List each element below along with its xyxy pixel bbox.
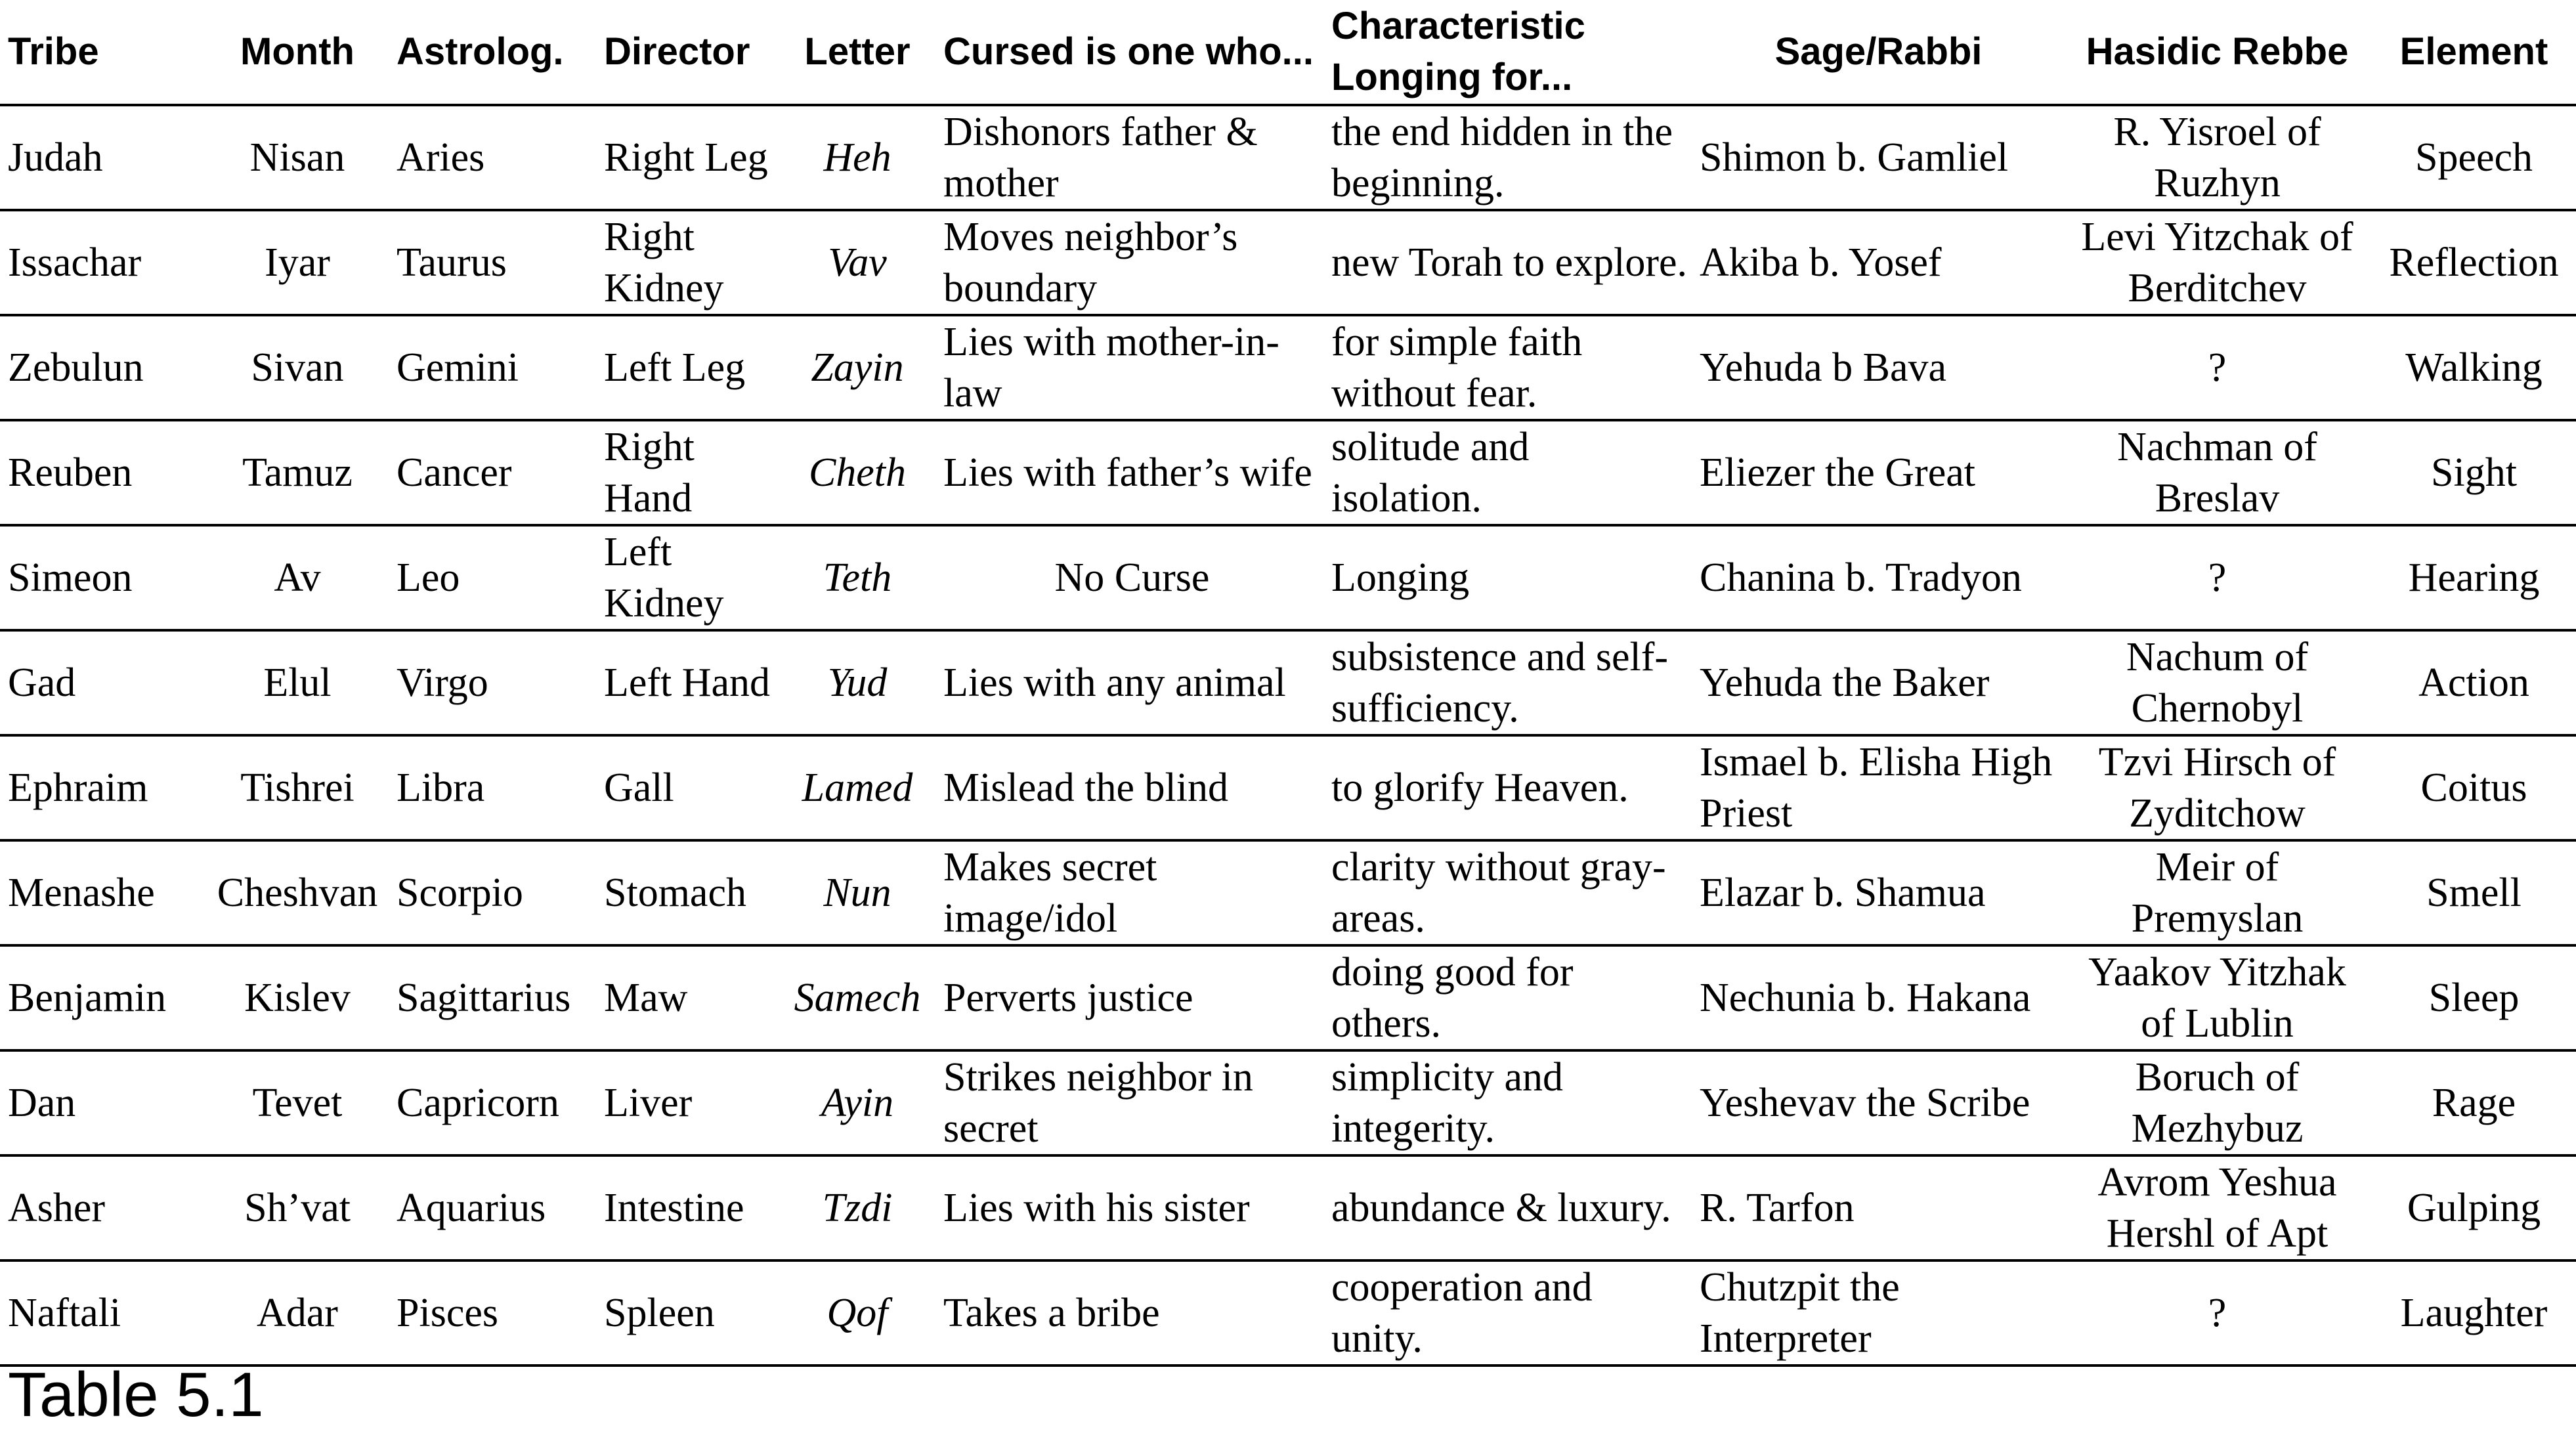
cell-characteristic: doing good for others. <box>1326 945 1694 1050</box>
cell-cursed: Mislead the blind <box>938 735 1326 840</box>
cell-cursed: Lies with any animal <box>938 630 1326 735</box>
cell-tribe: Judah <box>0 105 204 210</box>
cell-rebbe: Nachum of Chernobyl <box>2063 630 2372 735</box>
cell-sage: Elazar b. Shamua <box>1694 840 2063 945</box>
cell-characteristic: the end hidden in the beginning. <box>1326 105 1694 210</box>
cell-cursed: Lies with his sister <box>938 1155 1326 1260</box>
cell-sage: Akiba b. Yosef <box>1694 210 2063 315</box>
cell-letter: Cheth <box>777 420 938 525</box>
cell-sage: Shimon b. Gamliel <box>1694 105 2063 210</box>
cell-director: Maw <box>599 945 777 1050</box>
header-characteristic <box>1326 0 1694 105</box>
cell-cursed: Moves neighbor’s boundary <box>938 210 1326 315</box>
cell-element: Sight <box>2372 420 2576 525</box>
cell-month: Nisan <box>204 105 391 210</box>
table-row <box>0 630 2576 735</box>
cell-characteristic: for simple faith without fear. <box>1326 315 1694 420</box>
cell-element: Coitus <box>2372 735 2576 840</box>
cell-month: Elul <box>204 630 391 735</box>
cell-element: Action <box>2372 630 2576 735</box>
header-astrology: Astrolog. <box>391 0 599 105</box>
cell-element: Hearing <box>2372 525 2576 630</box>
cell-rebbe: R. Yisroel of Ruzhyn <box>2063 105 2372 210</box>
cell-letter: Heh <box>777 105 938 210</box>
cell-rebbe: Yaakov Yitzhak of Lublin <box>2063 945 2372 1050</box>
cell-astrology: Leo <box>391 525 599 630</box>
cell-astrology: Taurus <box>391 210 599 315</box>
cell-astrology: Capricorn <box>391 1050 599 1155</box>
cell-cursed: Lies with mother-in-law <box>938 315 1326 420</box>
cell-director: Right Hand <box>599 420 777 525</box>
cell-characteristic: Longing <box>1326 525 1694 630</box>
cell-cursed: Perverts justice <box>938 945 1326 1050</box>
cell-letter: Teth <box>777 525 938 630</box>
cell-rebbe: Tzvi Hirsch of Zyditchow <box>2063 735 2372 840</box>
cell-director: Left Kidney <box>599 525 777 630</box>
cell-sage: Yeshevav the Scribe <box>1694 1050 2063 1155</box>
cell-cursed: No Curse <box>938 525 1326 630</box>
table-row <box>0 945 2576 1050</box>
cell-sage: Yehuda b Bava <box>1694 315 2063 420</box>
cell-sage: Nechunia b. Hakana <box>1694 945 2063 1050</box>
header-characteristic-text: Characteristic Longing for... <box>1331 5 1585 98</box>
cell-tribe: Ephraim <box>0 735 204 840</box>
cell-astrology: Sagittarius <box>391 945 599 1050</box>
cell-rebbe: ? <box>2063 315 2372 420</box>
cell-sage: R. Tarfon <box>1694 1155 2063 1260</box>
cell-rebbe: Nachman of Breslav <box>2063 420 2372 525</box>
cell-director: Intestine <box>599 1155 777 1260</box>
cell-letter: Zayin <box>777 315 938 420</box>
cell-tribe: Issachar <box>0 210 204 315</box>
table-caption: Table 5.1 <box>8 1360 264 1430</box>
header-element: Element <box>2372 0 2576 105</box>
cell-tribe: Reuben <box>0 420 204 525</box>
cell-rebbe: Levi Yitzchak of Berditchev <box>2063 210 2372 315</box>
cell-element: Gulping <box>2372 1155 2576 1260</box>
cell-element: Reflection <box>2372 210 2576 315</box>
cell-director: Right Kidney <box>599 210 777 315</box>
cell-tribe: Gad <box>0 630 204 735</box>
cell-element: Rage <box>2372 1050 2576 1155</box>
table-header <box>0 0 2576 105</box>
cell-characteristic: abundance & luxury. <box>1326 1155 1694 1260</box>
cell-month: Kislev <box>204 945 391 1050</box>
header-row <box>0 0 2576 105</box>
cell-astrology: Aries <box>391 105 599 210</box>
cell-director: Stomach <box>599 840 777 945</box>
cell-month: Tamuz <box>204 420 391 525</box>
cell-sage: Eliezer the Great <box>1694 420 2063 525</box>
cell-tribe: Dan <box>0 1050 204 1155</box>
cell-month: Sh’vat <box>204 1155 391 1260</box>
table-body <box>0 105 2576 1366</box>
cell-letter: Ayin <box>777 1050 938 1155</box>
cell-director: Left Hand <box>599 630 777 735</box>
cell-tribe: Zebulun <box>0 315 204 420</box>
cell-sage: Chutzpit the Interpreter <box>1694 1260 2063 1366</box>
cell-month: Tishrei <box>204 735 391 840</box>
cell-letter: Tzdi <box>777 1155 938 1260</box>
cell-rebbe: Meir of Premyslan <box>2063 840 2372 945</box>
cell-letter: Lamed <box>777 735 938 840</box>
cell-director: Left Leg <box>599 315 777 420</box>
cell-letter: Samech <box>777 945 938 1050</box>
cell-astrology: Aquarius <box>391 1155 599 1260</box>
cell-letter: Yud <box>777 630 938 735</box>
cell-astrology: Gemini <box>391 315 599 420</box>
cell-month: Iyar <box>204 210 391 315</box>
header-director: Director <box>599 0 777 105</box>
cell-month: Sivan <box>204 315 391 420</box>
cell-tribe: Asher <box>0 1155 204 1260</box>
cell-month: Av <box>204 525 391 630</box>
table-row <box>0 735 2576 840</box>
cell-astrology: Virgo <box>391 630 599 735</box>
cell-director: Liver <box>599 1050 777 1155</box>
cell-letter: Qof <box>777 1260 938 1366</box>
cell-characteristic: solitude and isolation. <box>1326 420 1694 525</box>
table-row <box>0 105 2576 210</box>
cell-astrology: Libra <box>391 735 599 840</box>
cell-letter: Vav <box>777 210 938 315</box>
cell-month: Tevet <box>204 1050 391 1155</box>
cell-sage: Chanina b. Tradyon <box>1694 525 2063 630</box>
cell-element: Smell <box>2372 840 2576 945</box>
cell-month: Cheshvan <box>204 840 391 945</box>
cell-cursed: Dishonors father & mother <box>938 105 1326 210</box>
cell-element: Walking <box>2372 315 2576 420</box>
cell-astrology: Cancer <box>391 420 599 525</box>
table-row <box>0 840 2576 945</box>
cell-element: Speech <box>2372 105 2576 210</box>
table-row <box>0 1155 2576 1260</box>
table-row <box>0 525 2576 630</box>
cell-rebbe: ? <box>2063 1260 2372 1366</box>
cell-element: Sleep <box>2372 945 2576 1050</box>
cell-cursed: Makes secret image/idol <box>938 840 1326 945</box>
cell-cursed: Takes a bribe <box>938 1260 1326 1366</box>
cell-tribe: Benjamin <box>0 945 204 1050</box>
table-row <box>0 420 2576 525</box>
cell-tribe: Naftali <box>0 1260 204 1366</box>
header-rebbe <box>2063 0 2372 105</box>
cell-month: Adar <box>204 1260 391 1366</box>
table-row <box>0 315 2576 420</box>
header-rebbe-text: Hasidic Rebbe <box>2086 30 2349 73</box>
cell-rebbe: ? <box>2063 525 2372 630</box>
cell-director: Spleen <box>599 1260 777 1366</box>
table-row <box>0 1260 2576 1366</box>
cell-element: Laughter <box>2372 1260 2576 1366</box>
cell-characteristic: to glorify Heaven. <box>1326 735 1694 840</box>
cell-director: Gall <box>599 735 777 840</box>
header-letter: Letter <box>777 0 938 105</box>
table-row <box>0 1050 2576 1155</box>
cell-rebbe: Boruch of Mezhybuz <box>2063 1050 2372 1155</box>
cell-characteristic: new Torah to explore. <box>1326 210 1694 315</box>
header-sage: Sage/Rabbi <box>1694 0 2063 105</box>
cell-cursed: Lies with father’s wife <box>938 420 1326 525</box>
cell-characteristic: clarity without gray-areas. <box>1326 840 1694 945</box>
cell-sage: Ismael b. Elisha High Priest <box>1694 735 2063 840</box>
cell-tribe: Menashe <box>0 840 204 945</box>
header-cursed: Cursed is one who... <box>938 0 1326 105</box>
table-row <box>0 210 2576 315</box>
cell-letter: Nun <box>777 840 938 945</box>
cell-characteristic: cooperation and unity. <box>1326 1260 1694 1366</box>
cell-astrology: Pisces <box>391 1260 599 1366</box>
header-month: Month <box>204 0 391 105</box>
header-tribe: Tribe <box>0 0 204 105</box>
cell-astrology: Scorpio <box>391 840 599 945</box>
cell-characteristic: simplicity and integerity. <box>1326 1050 1694 1155</box>
cell-tribe: Simeon <box>0 525 204 630</box>
cell-cursed: Strikes neighbor in secret <box>938 1050 1326 1155</box>
cell-sage: Yehuda the Baker <box>1694 630 2063 735</box>
cell-characteristic: subsistence and self- sufficiency. <box>1326 630 1694 735</box>
cell-director: Right Leg <box>599 105 777 210</box>
cell-rebbe: Avrom Yeshua Hershl of Apt <box>2063 1155 2372 1260</box>
